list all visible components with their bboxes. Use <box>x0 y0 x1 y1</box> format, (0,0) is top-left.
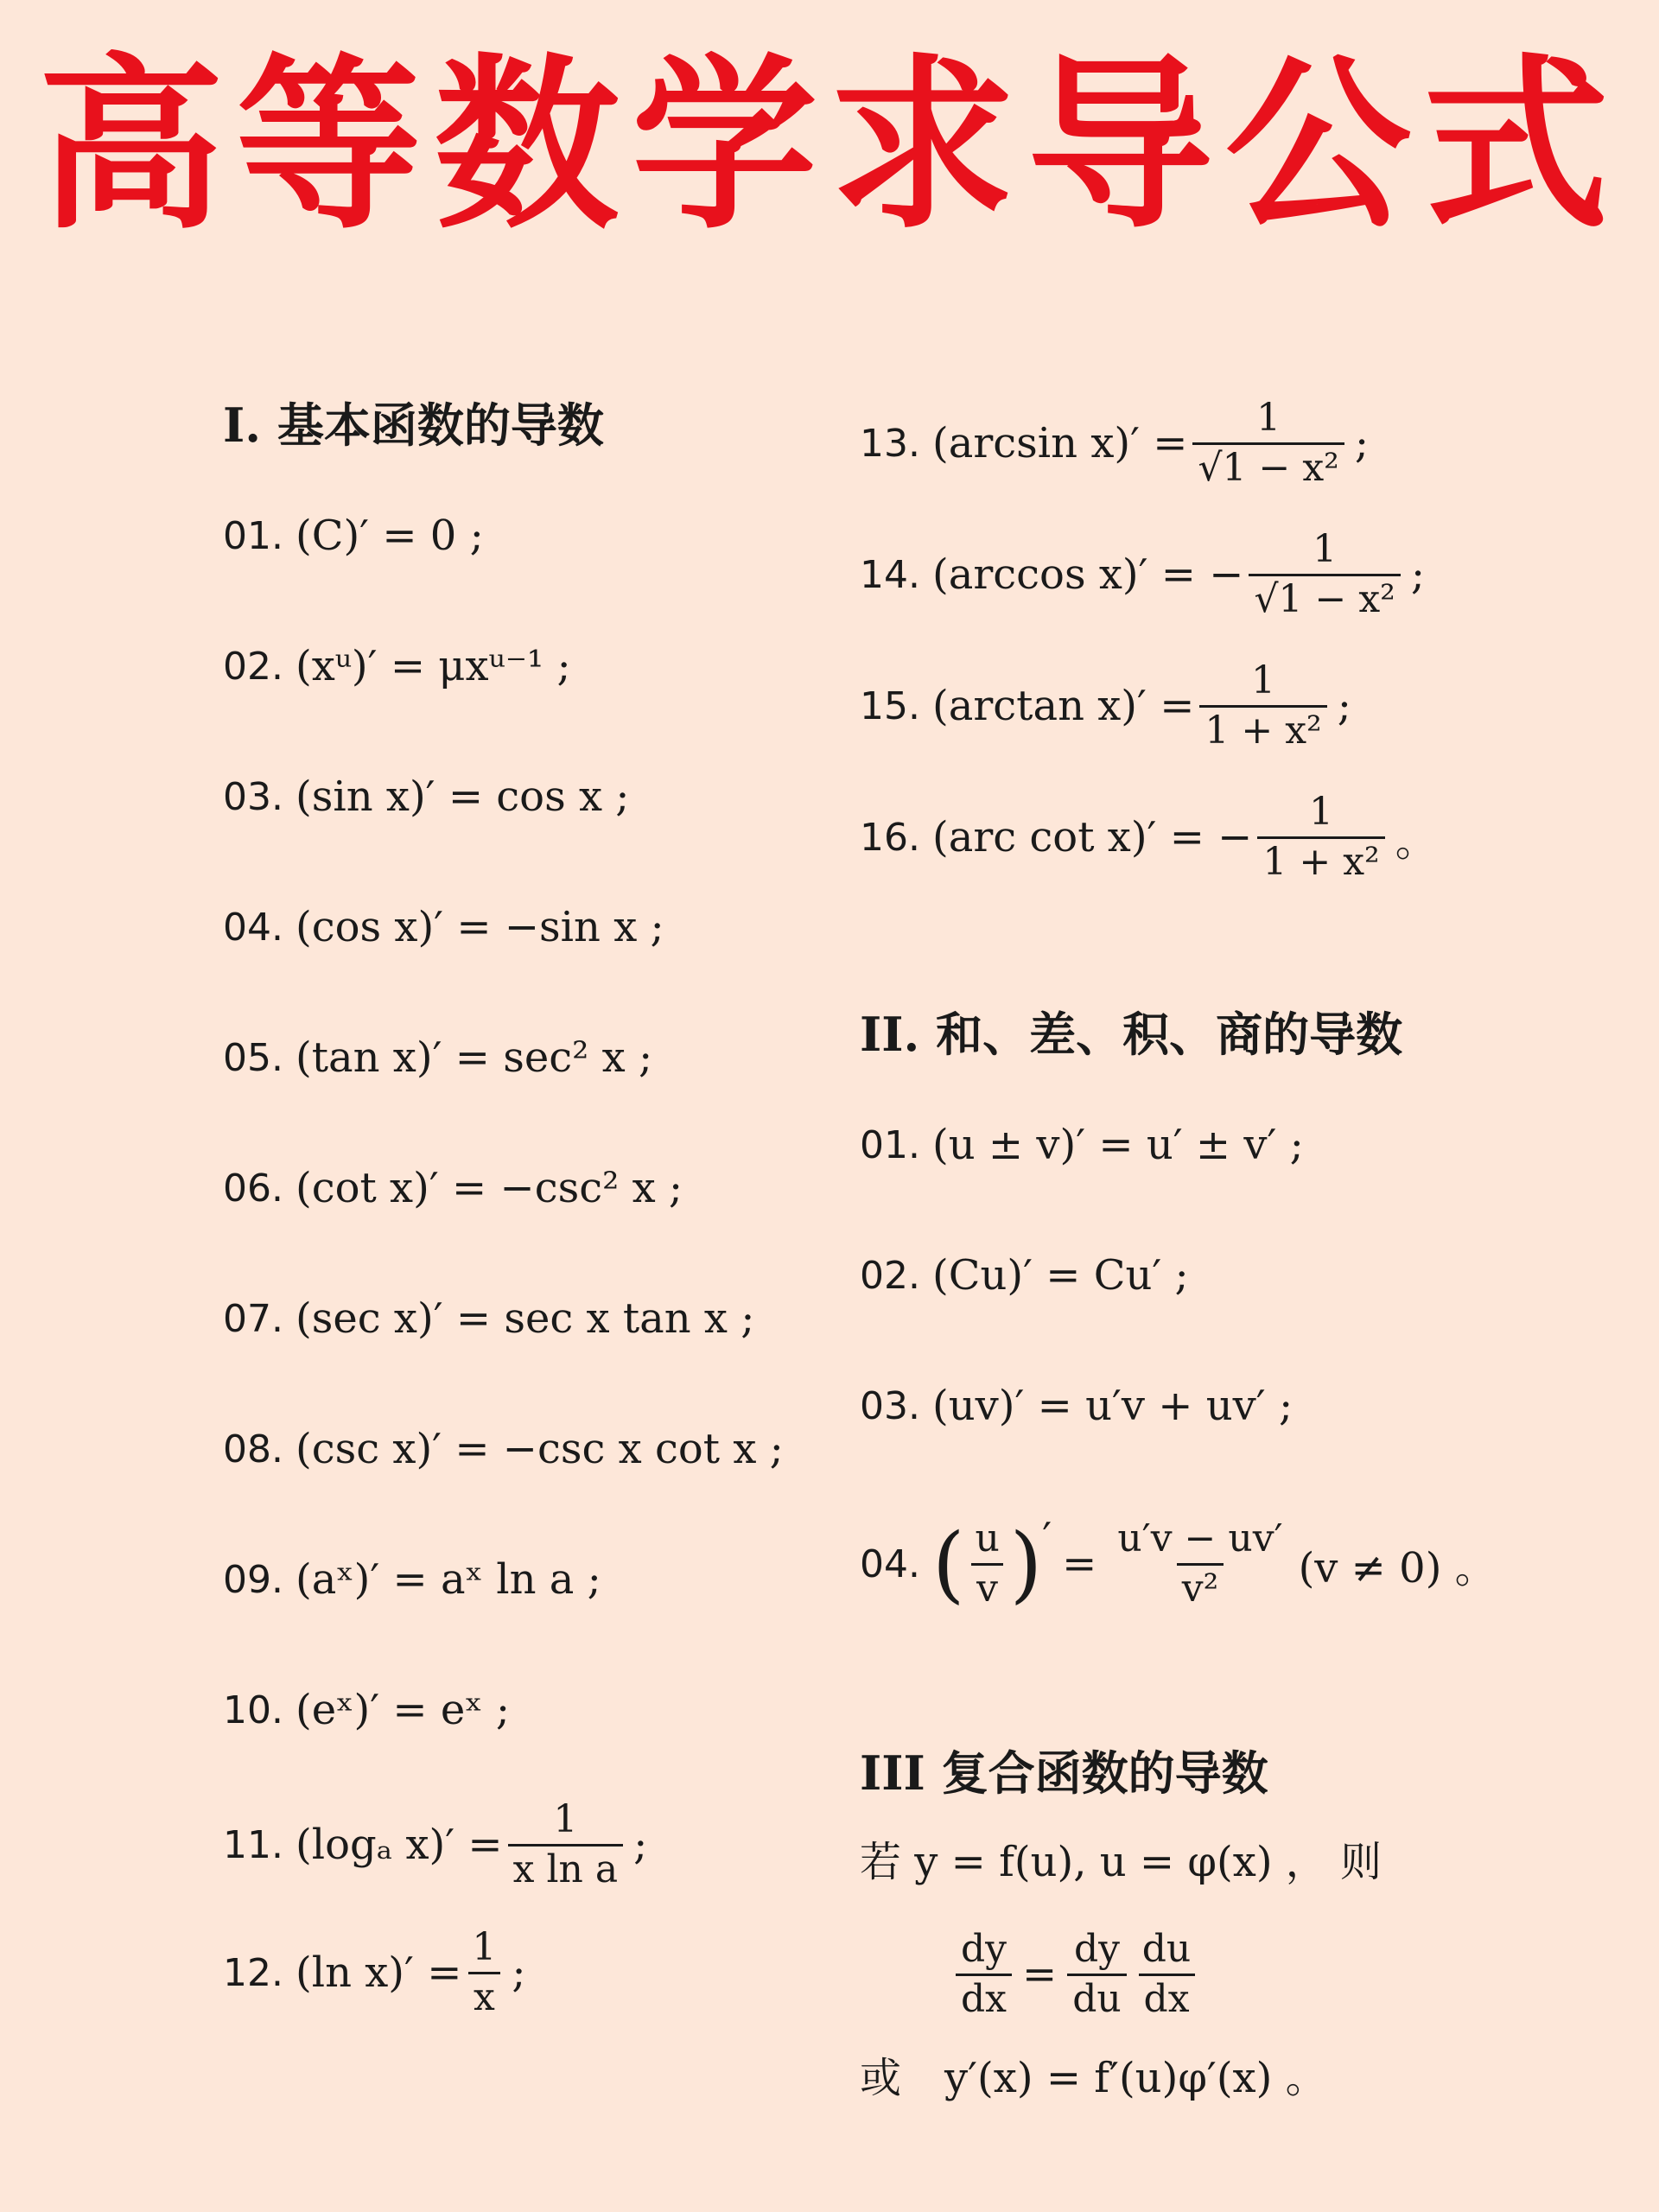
formula-row <box>860 1495 1497 1633</box>
formula-row <box>223 1141 683 1236</box>
fraction-numerator: u <box>975 1516 1000 1561</box>
formula-lhs: (ln x)′ = <box>295 1948 462 1997</box>
formula-number: 13. <box>860 421 920 466</box>
chain-rule-alt <box>860 2026 1327 2121</box>
formula-expression: (uv)′ = u′v + uv′ ; <box>931 1382 1294 1430</box>
formula-row <box>223 1402 784 1497</box>
formula-number: 11. <box>223 1822 283 1867</box>
fraction-numerator: du <box>1141 1927 1192 1972</box>
fraction-numerator: 1 <box>553 1797 578 1842</box>
formula-expression: (xᵘ)′ = μxᵘ⁻¹ ; <box>295 642 571 690</box>
formula-number: 04. <box>860 1541 920 1586</box>
formula-row <box>223 880 664 975</box>
formula-expression <box>931 527 1425 621</box>
formula-number: 07. <box>223 1296 283 1341</box>
formula-row <box>223 1271 754 1366</box>
formula-number: 01. <box>223 513 283 558</box>
equals-sign: = <box>1062 1540 1097 1588</box>
formula-expression: 若 y = f(u), u = φ(x) ， 则 <box>860 1837 1382 1886</box>
formula-number: 08. <box>223 1427 283 1471</box>
right-paren: ) <box>1009 1516 1043 1612</box>
fraction <box>956 1927 1012 2021</box>
formula-number: 02. <box>860 1253 920 1298</box>
fraction-denominator: x ln a <box>508 1844 623 1890</box>
formula-number: 06. <box>223 1166 283 1211</box>
composite-condition <box>860 1810 1382 1905</box>
section-heading-composite: III 复合函数的导数 <box>860 1745 1268 1801</box>
formula-row <box>860 1358 1293 1453</box>
formula-expression <box>295 1925 526 2019</box>
formula-lhs: (logₐ x)′ = <box>295 1821 503 1869</box>
fraction <box>1067 1927 1127 2021</box>
fraction-denominator: v <box>971 1563 1003 1609</box>
formula-expression: (sin x)′ = cos x ; <box>295 772 630 821</box>
formula-expression <box>931 1514 1497 1612</box>
formula-expression: (csc x)′ = −csc x cot x ; <box>295 1425 784 1473</box>
fraction <box>508 1797 623 1891</box>
fraction-numerator: 1 <box>1309 790 1334 835</box>
formula-expression: (Cu)′ = Cu′ ; <box>931 1251 1189 1300</box>
formula-row <box>860 650 1351 762</box>
formula-tail: ; <box>633 1821 648 1869</box>
formula-number: 03. <box>223 774 283 819</box>
formula-expression: (cot x)′ = −csc² x ; <box>295 1164 683 1212</box>
formula-number: 09. <box>223 1557 283 1602</box>
or-label: 或 <box>860 2053 902 2102</box>
formula-tail: ; <box>512 1948 526 1997</box>
formula-expression: (eˣ)′ = eˣ ; <box>295 1686 510 1734</box>
formula-expression <box>295 1797 648 1891</box>
fraction-numerator: 1 <box>472 1925 497 1970</box>
fraction-numerator: u′v − uv′ <box>1117 1516 1283 1561</box>
formula-expression: (cos x)′ = −sin x ; <box>295 903 664 951</box>
formula-number: 16. <box>860 815 920 860</box>
fraction-denominator: √1 − x² <box>1192 442 1344 488</box>
page-title: 高等数学求导公式 <box>38 35 1621 254</box>
formula-lhs: (arc cot x)′ = − <box>931 813 1253 861</box>
formula-row <box>223 749 629 844</box>
formula-number: 02. <box>223 644 283 689</box>
fraction <box>1112 1516 1287 1611</box>
fraction <box>1137 1927 1197 2021</box>
fraction-denominator: 1 + x² <box>1199 705 1326 751</box>
fraction-denominator: v² <box>1177 1563 1224 1609</box>
formula-expression: (u ± v)′ = u′ ± v′ ; <box>931 1121 1304 1169</box>
formula-tail: (v ≠ 0) 。 <box>1298 1543 1497 1592</box>
formula-row <box>860 1228 1189 1323</box>
formula-number: 10. <box>223 1688 283 1732</box>
formula-row <box>860 781 1437 893</box>
chain-rule <box>950 1918 1201 2031</box>
formula-number: 15. <box>860 683 920 728</box>
fraction <box>1199 658 1326 753</box>
fraction <box>1257 790 1384 884</box>
fraction-numerator: 1 <box>1313 527 1338 572</box>
formula-row <box>860 518 1425 631</box>
fraction-numerator: 1 <box>1256 396 1281 441</box>
formula-tail: 。 <box>1395 817 1437 866</box>
formula-row <box>223 1010 652 1105</box>
equals-sign: = <box>1022 1950 1058 1999</box>
formula-row <box>223 1532 601 1627</box>
formula-number: 03. <box>860 1383 920 1428</box>
left-paren: ( <box>931 1516 965 1612</box>
formula-number: 05. <box>223 1035 283 1080</box>
fraction-denominator: x <box>468 1972 500 2018</box>
fraction-denominator: du <box>1067 1974 1127 2019</box>
formula-row <box>223 619 571 714</box>
section-heading-arithmetic: II. 和、差、积、商的导数 <box>860 1007 1403 1062</box>
formula-row <box>223 1916 526 2029</box>
formula-row <box>223 488 484 583</box>
fraction-denominator: √1 − x² <box>1249 574 1400 620</box>
formula-expression: (sec x)′ = sec x tan x ; <box>295 1294 755 1343</box>
fraction <box>969 1516 1004 1611</box>
fraction-numerator: 1 <box>1251 658 1276 703</box>
formula-number: 01. <box>860 1122 920 1167</box>
fraction-numerator: dy <box>1073 1927 1121 1972</box>
prime-mark: ′ <box>1042 1514 1052 1563</box>
formula-tail: ; <box>1354 419 1369 467</box>
formula-row <box>223 1789 647 1901</box>
fraction-numerator: dy <box>961 1927 1007 1972</box>
formula-expression <box>931 658 1351 753</box>
section-heading-basic: I. 基本函数的导数 <box>223 397 604 453</box>
formula-row <box>860 1097 1304 1192</box>
formula-number: 12. <box>223 1950 283 1995</box>
formula-expression: y′(x) = f′(u)φ′(x) 。 <box>944 2053 1327 2102</box>
formula-lhs: (arcsin x)′ = <box>931 419 1188 467</box>
formula-tail: ; <box>1410 550 1425 599</box>
fraction <box>1249 527 1400 621</box>
fraction-denominator: dx <box>1139 1974 1195 2019</box>
formula-tail: ; <box>1337 682 1351 730</box>
formula-row <box>223 1662 510 1758</box>
fraction-denominator: dx <box>956 1974 1012 2019</box>
fraction <box>1192 396 1344 490</box>
formula-expression <box>931 790 1437 884</box>
formula-expression: (aˣ)′ = aˣ ln a ; <box>295 1555 601 1604</box>
formula-expression: (C)′ = 0 ; <box>295 512 484 560</box>
formula-expression <box>950 1927 1201 2021</box>
fraction-denominator: 1 + x² <box>1257 836 1384 882</box>
formula-number: 04. <box>223 905 283 950</box>
formula-row <box>860 387 1369 499</box>
formula-expression: (tan x)′ = sec² x ; <box>295 1033 653 1082</box>
fraction <box>467 1925 501 2019</box>
formula-expression <box>931 396 1369 490</box>
formula-number: 14. <box>860 552 920 597</box>
formula-lhs: (arccos x)′ = − <box>931 550 1244 599</box>
formula-lhs: (arctan x)′ = <box>931 682 1195 730</box>
